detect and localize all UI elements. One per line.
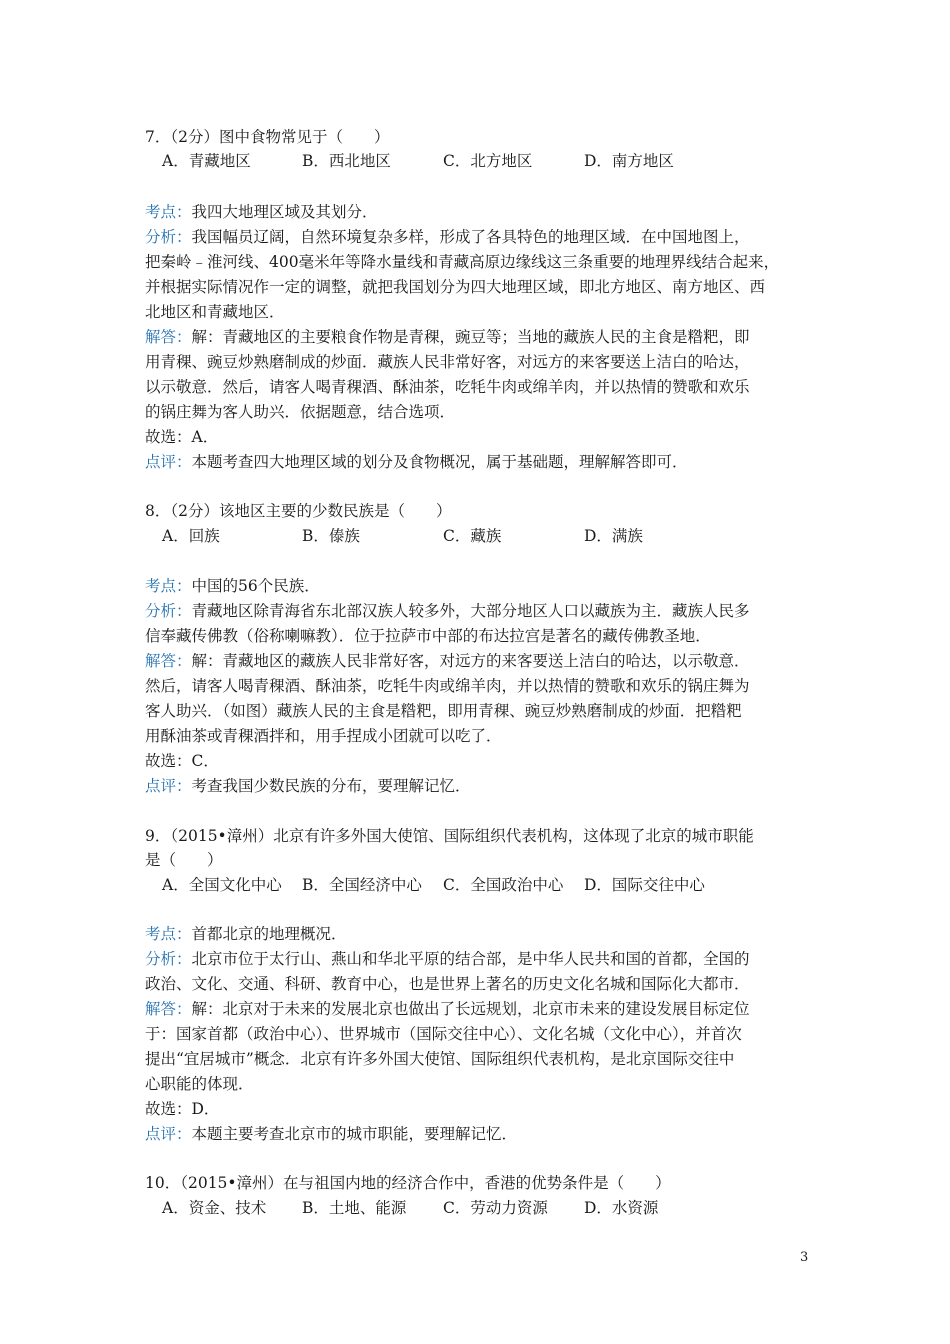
q8-option-d: D．满族: [584, 527, 643, 545]
q9-kaodian: 考点：首都北京的地理概况．: [145, 925, 347, 943]
q9-stem: 9．（2015•漳州）北京有许多外国大使馆、国际组织代表机构，这体现了北京的城市职能: [145, 827, 754, 845]
q9-jieda-line: 心职能的体现．: [145, 1075, 254, 1093]
q9-jieda: 解答：解：北京对于未来的发展北京也做出了长远规划，北京市未来的建设发展目标定位: [145, 1000, 750, 1018]
q8-jieda-line: 客人助兴．（如图）藏族人民的主食是糌粑，即用青稞、豌豆炒熟磨制成的炒面．把糌粑: [145, 702, 742, 720]
q7-option-a: A．青藏地区: [162, 152, 251, 170]
q9-dianping: 点评：本题主要考查北京市的城市职能，要理解记忆．: [145, 1125, 518, 1143]
q8-fenxi-line: 信奉藏传佛教（俗称喇嘛教）．位于拉萨市中部的布达拉宫是著名的藏传佛教圣地．: [145, 627, 711, 645]
q8-option-b: B．傣族: [302, 527, 360, 545]
q7-jieda-line: 的锅庄舞为客人助兴．依据题意，结合选项．: [145, 403, 456, 421]
q7-jieda: 解答：解：青藏地区的主要粮食作物是青稞，豌豆等；当地的藏族人民的主食是糌粑，即: [145, 328, 750, 346]
q9-option-a: A．全国文化中心: [162, 876, 282, 894]
kaodian-label: 考点：: [145, 577, 192, 595]
dianping-label: 点评：: [145, 1125, 192, 1143]
q8-jieda-line: 然后，请客人喝青稞酒、酥油茶，吃牦牛肉或绵羊肉，并以热情的赞歌和欢乐的锅庄舞为: [145, 677, 750, 695]
q10-option-a: A．资金、技术: [162, 1199, 267, 1217]
q10-option-d: D．水资源: [584, 1199, 659, 1217]
q7-jieda-line: 用青稞、豌豆炒熟磨制成的炒面．藏族人民非常好客，对远方的来客要送上洁白的哈达，: [145, 353, 750, 371]
q8-stem: 8．（2分）该地区主要的少数民族是（ ）: [145, 502, 452, 520]
q7-option-b: B．西北地区: [302, 152, 391, 170]
q10-stem: 10．（2015•漳州）在与祖国内地的经济合作中，香港的优势条件是（ ）: [145, 1174, 671, 1192]
q7-stem: 7．（2分）图中食物常见于（ ）: [145, 128, 390, 146]
q8-answer: 故选：C．: [145, 752, 219, 770]
q8-dianping: 点评：考查我国少数民族的分布，要理解记忆．: [145, 777, 471, 795]
q7-kaodian: 考点：我四大地理区域及其划分．: [145, 203, 378, 221]
q8-option-c: C．藏族: [443, 527, 502, 545]
q8-jieda-line: 用酥油茶或青稞酒拌和，用手捏成小团就可以吃了．: [145, 727, 502, 745]
q7-answer: 故选：A．: [145, 428, 219, 446]
q10-option-b: B．土地、能源: [302, 1199, 407, 1217]
fenxi-label: 分析：: [145, 602, 192, 620]
fenxi-label: 分析：: [145, 950, 192, 968]
q7-fenxi-line: 北地区和青藏地区．: [145, 303, 285, 321]
q9-jieda-line: 提出“宜居城市”概念．北京有许多外国大使馆、国际组织代表机构，是北京国际交往中: [145, 1050, 735, 1068]
q8-option-a: A．回族: [162, 527, 220, 545]
q9-option-b: B．全国经济中心: [302, 876, 422, 894]
q7-option-d: D．南方地区: [584, 152, 674, 170]
page-number: 3: [800, 1250, 809, 1265]
q9-fenxi: 分析：北京市位于太行山、燕山和华北平原的结合部，是中华人民共和国的首都，全国的: [145, 950, 750, 968]
q9-jieda-line: 于：国家首都（政治中心）、世界城市（国际交往中心）、文化名城（文化中心），并首次: [145, 1025, 742, 1043]
q7-fenxi-line: 把秦岭﹣淮河线、400毫米年等降水量线和青藏高原边缘线这三条重要的地理界线结合起来，: [145, 253, 780, 271]
q10-option-c: C．劳动力资源: [443, 1199, 548, 1217]
q7-jieda-line: 以示敬意．然后，请客人喝青稞酒、酥油茶，吃牦牛肉或绵羊肉，并以热情的赞歌和欢乐: [145, 378, 750, 396]
q9-option-d: D．国际交往中心: [584, 876, 705, 894]
q7-fenxi-line: 并根据实际情况作一定的调整，就把我国划分为四大地理区域，即北方地区、南方地区、西: [145, 278, 766, 296]
dianping-label: 点评：: [145, 777, 192, 795]
q7-fenxi: 分析：我国幅员辽阔，自然环境复杂多样，形成了各具特色的地理区域．在中国地图上，: [145, 228, 750, 246]
dianping-label: 点评：: [145, 453, 192, 471]
q8-jieda: 解答：解：青藏地区的藏族人民非常好客，对远方的来客要送上洁白的哈达，以示敬意．: [145, 652, 750, 670]
q7-option-c: C．北方地区: [443, 152, 533, 170]
kaodian-label: 考点：: [145, 925, 192, 943]
q9-option-c: C．全国政治中心: [443, 876, 564, 894]
fenxi-label: 分析：: [145, 228, 192, 246]
q8-kaodian: 考点：中国的56个民族．: [145, 577, 320, 595]
q8-fenxi: 分析：青藏地区除青海省东北部汉族人较多外，大部分地区人口以藏族为主．藏族人民多: [145, 602, 750, 620]
jieda-label: 解答：: [145, 328, 192, 346]
jieda-label: 解答：: [145, 1000, 192, 1018]
q9-stem-line: 是（ ）: [145, 851, 223, 869]
kaodian-label: 考点：: [145, 203, 192, 221]
jieda-label: 解答：: [145, 652, 192, 670]
q7-dianping: 点评：本题考查四大地理区域的划分及食物概况，属于基础题，理解解答即可．: [145, 453, 688, 471]
q9-answer: 故选：D．: [145, 1100, 220, 1118]
q9-fenxi-line: 政治、文化、交通、科研、教育中心，也是世界上著名的历史文化名城和国际化大都市．: [145, 975, 750, 993]
